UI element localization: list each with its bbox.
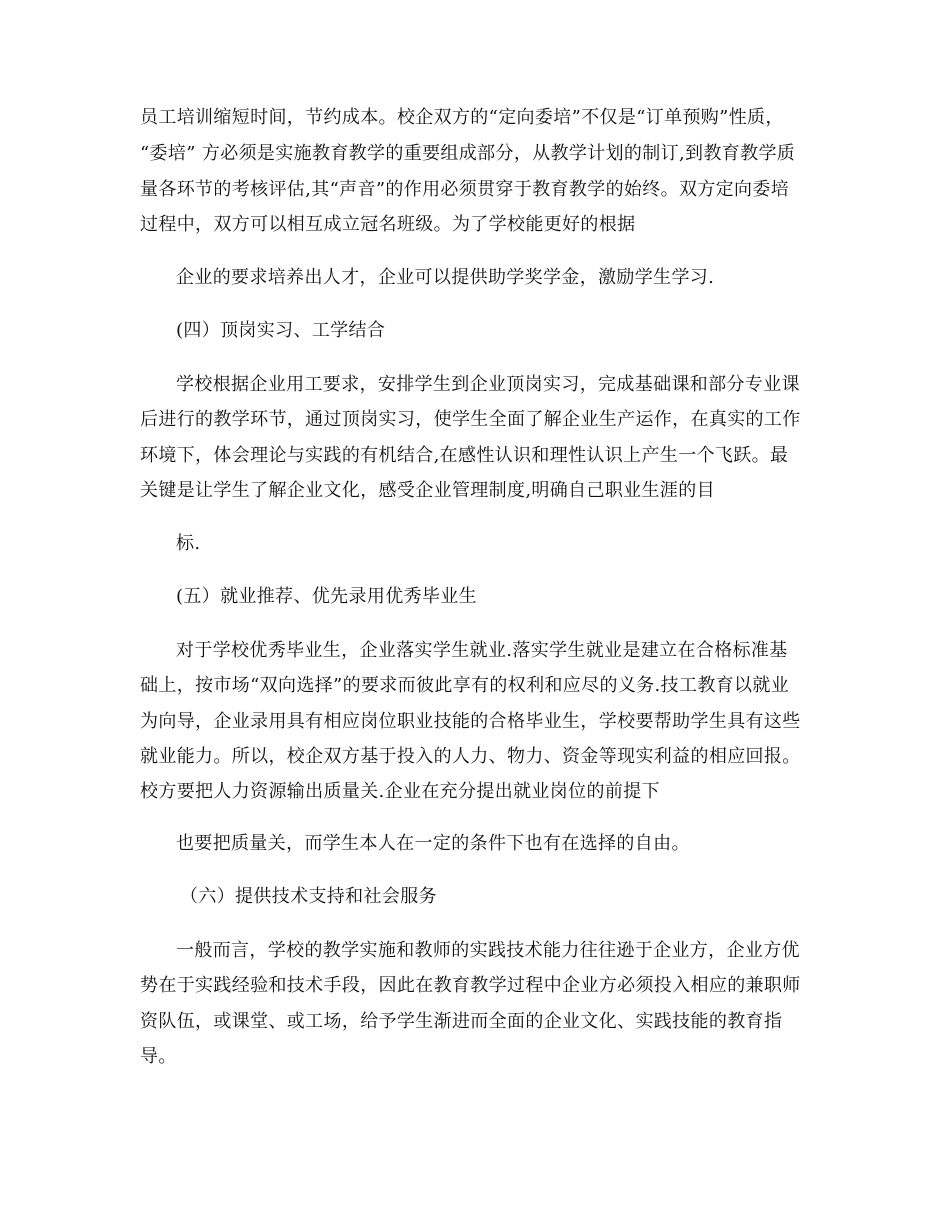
- text-line: 对于学校优秀毕业生，企业落实学生就业.落实学生就业是建立在合格标准基: [176, 640, 788, 661]
- text-line: 过程中，双方可以相互成立冠名班级。为了学校能更好的根据: [140, 214, 636, 235]
- text-line: 资队伍，或课堂、或工场，给予学生渐进而全面的企业文化、实践技能的教育指: [140, 1011, 783, 1032]
- section-heading: (五）就业推荐、优先录用优秀毕业生: [176, 586, 477, 607]
- text-line: “委培” 方必须是实施教育教学的重要组成部分，从教学计划的制订,到教育教学质: [140, 143, 796, 164]
- section-heading: (四）顶岗实习、工学结合: [176, 320, 386, 341]
- text-line: 学校根据企业用工要求，安排学生到企业顶岗实习，完成基础课和部分专业课: [176, 374, 800, 395]
- text-line: 础上，按市场“双向选择”的要求而彼此享有的权利和应尽的义务.技工教育以就业: [140, 675, 790, 696]
- text-line: 员工培训缩短时间，节约成本。校企双方的“定向委培”不仅是“订单预购”性质，: [140, 107, 784, 128]
- text-line: 校方要把人力资源输出质量关.企业在充分提出就业岗位的前提下: [140, 781, 660, 802]
- text-line: 一般而言，学校的教学实施和教师的实践技术能力往往逊于企业方，企业方优: [176, 940, 800, 961]
- text-line: 量各环节的考核评估,其“声音”的作用必须贯穿于教育教学的始终。双方定向委培: [140, 179, 790, 200]
- text-line: 就业能力。所以，校企双方基于投入的人力、物力、资金等现实利益的相应回报。: [140, 746, 801, 767]
- text-line: 为向导，企业录用具有相应岗位职业技能的合格毕业生，学校要帮助学生具有这些: [140, 711, 801, 732]
- text-line: 导。: [140, 1046, 177, 1067]
- section-heading: （六）提供技术支持和社会服务: [180, 886, 437, 907]
- text-line: 环境下，体会理论与实践的有机结合,在感性认识和理性认识上产生一个飞跃。最: [140, 445, 789, 466]
- text-line: 势在于实践经验和技术手段，因此在教育教学过程中企业方必须投入相应的兼职师: [140, 975, 801, 996]
- text-line: 标.: [176, 533, 201, 554]
- text-line: 企业的要求培养出人才，企业可以提供助学奖学金，激励学生学习.: [176, 267, 715, 288]
- text-line: 后进行的教学环节，通过顶岗实习，使学生全面了解企业生产运作，在真实的工作: [140, 409, 801, 430]
- text-line: 关键是让学生了解企业文化，感受企业管理制度,明确自己职业生涯的目: [140, 480, 715, 501]
- text-line: 也要把质量关，而学生本人在一定的条件下也有在选择的自由。: [176, 833, 690, 854]
